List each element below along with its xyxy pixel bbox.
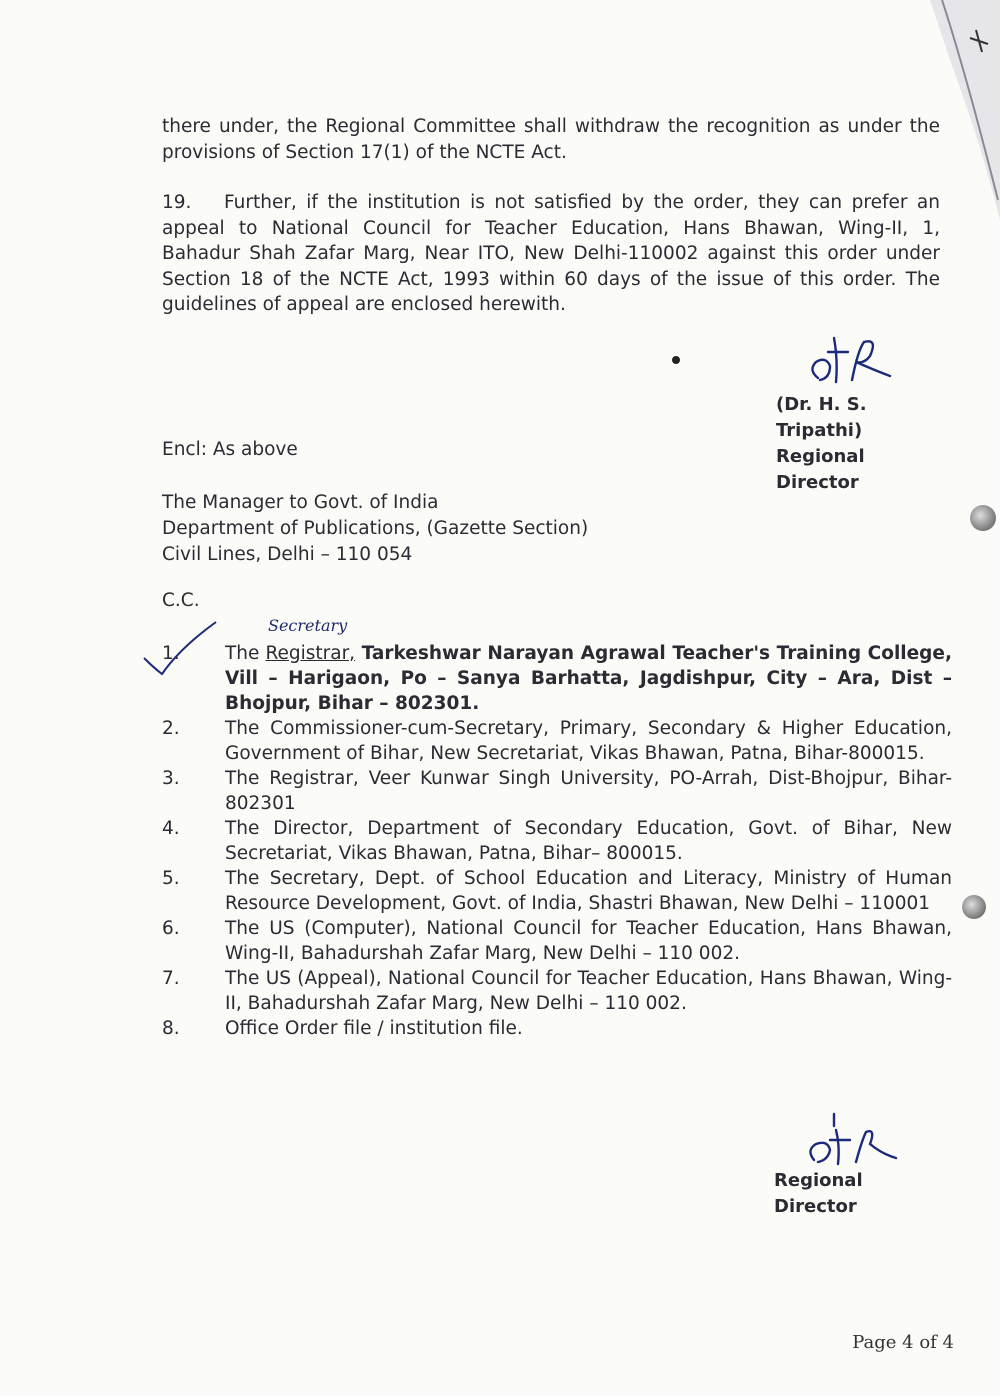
item-text: The Commissioner-cum-Secretary, Primary, Secondary & Higher Education, Government of Bihar, New Secretariat, Vikas Bhawan, Patna, Bihar-800015.: [225, 718, 952, 764]
list-item: [162, 766, 952, 816]
item-text: The US (Appeal), National Council for Teacher Education, Hans Bhawan, Wing-II, Bahadurshah Zafar Marg, New Delhi – 110 002.: [225, 968, 952, 1014]
signature-mark: [800, 330, 910, 390]
punch-hole: [970, 505, 996, 531]
item-number: 5.: [162, 868, 180, 889]
item-number: 1.: [162, 643, 180, 664]
item-number: 4.: [162, 818, 180, 839]
punch-hole: [962, 895, 986, 919]
paragraph-number: 19.: [162, 192, 192, 213]
item-number: 6.: [162, 918, 180, 939]
scanner-edge-mark: [910, 0, 1000, 220]
cc-list: [162, 641, 952, 1041]
paragraph-text: Further, if the institution is not satisfied by the order, they can prefer an appeal to National Council for Teacher Education, Hans Bhawan, Wing-II, 1, Bahadur Shah Zafar Marg, Near ITO, New Delhi-110002 against this order under Section 18 of the NCTE Act, 1993 within 60 days of the issue of this order. The guidelines of appeal are enclosed herewith.: [162, 192, 940, 315]
paragraph-19: [162, 190, 940, 318]
top-paragraph: there under, the Regional Committee shall withdraw the recognition as under the provisions of Section 17(1) of the NCTE Act.: [162, 116, 940, 163]
item-bold: Tarkeshwar Narayan Agrawal Teacher's Training College, Vill – Harigaon, Po – Sanya Barhatta, Jagdishpur, City – Ara, Dist – Bhojpur, Bihar – 802301.: [225, 643, 952, 714]
list-item: [162, 716, 952, 766]
ink-dot: [672, 356, 680, 364]
item-text: The Secretary, Dept. of School Education and Literacy, Ministry of Human Resource Development, Govt. of India, Shastri Bhawan, New Delhi – 110001: [225, 868, 952, 914]
item-text: The Director, Department of Secondary Education, Govt. of Bihar, New Secretariat, Vikas Bhawan, Patna, Bihar– 800015.: [225, 818, 952, 864]
list-item: [162, 1016, 952, 1041]
signature-mark: [800, 1110, 910, 1170]
signatory-name: (Dr. H. S. Tripathi): [776, 394, 867, 441]
item-text: Office Order file / institution file.: [225, 1018, 523, 1039]
footer-signatory-title: Regional Director: [774, 1170, 863, 1217]
item-text: The Registrar, Veer Kunwar Singh University, PO-Arrah, Dist-Bhojpur, Bihar-802301: [225, 768, 952, 814]
list-item: [162, 966, 952, 1016]
item-prefix: The: [225, 643, 266, 664]
address-line: Department of Publications, (Gazette Section): [162, 518, 589, 539]
list-item: [162, 816, 952, 866]
signatory-block: [776, 392, 948, 496]
item-number: 2.: [162, 718, 180, 739]
page-number: Page 4 of 4: [852, 1332, 954, 1353]
address-line: The Manager to Govt. of India: [162, 492, 439, 513]
list-item: [162, 916, 952, 966]
address-line: Civil Lines, Delhi – 110 054: [162, 544, 413, 565]
list-item: [162, 866, 952, 916]
item-underlined: Registrar,: [265, 643, 356, 664]
item-number: 8.: [162, 1018, 180, 1039]
item-number: 3.: [162, 768, 180, 789]
item-text: [225, 641, 952, 716]
item-text: The US (Computer), National Council for Teacher Education, Hans Bhawan, Wing-II, Bahadurshah Zafar Marg, New Delhi – 110 002.: [225, 918, 952, 964]
recipient-address: [162, 490, 588, 568]
enclosure-line: Encl: As above: [162, 439, 298, 460]
signatory-title: Regional Director: [776, 446, 865, 493]
handwritten-note: Secretary: [268, 616, 348, 635]
item-number: 7.: [162, 968, 180, 989]
list-item: [162, 641, 952, 716]
cc-label: C.C.: [162, 590, 200, 611]
